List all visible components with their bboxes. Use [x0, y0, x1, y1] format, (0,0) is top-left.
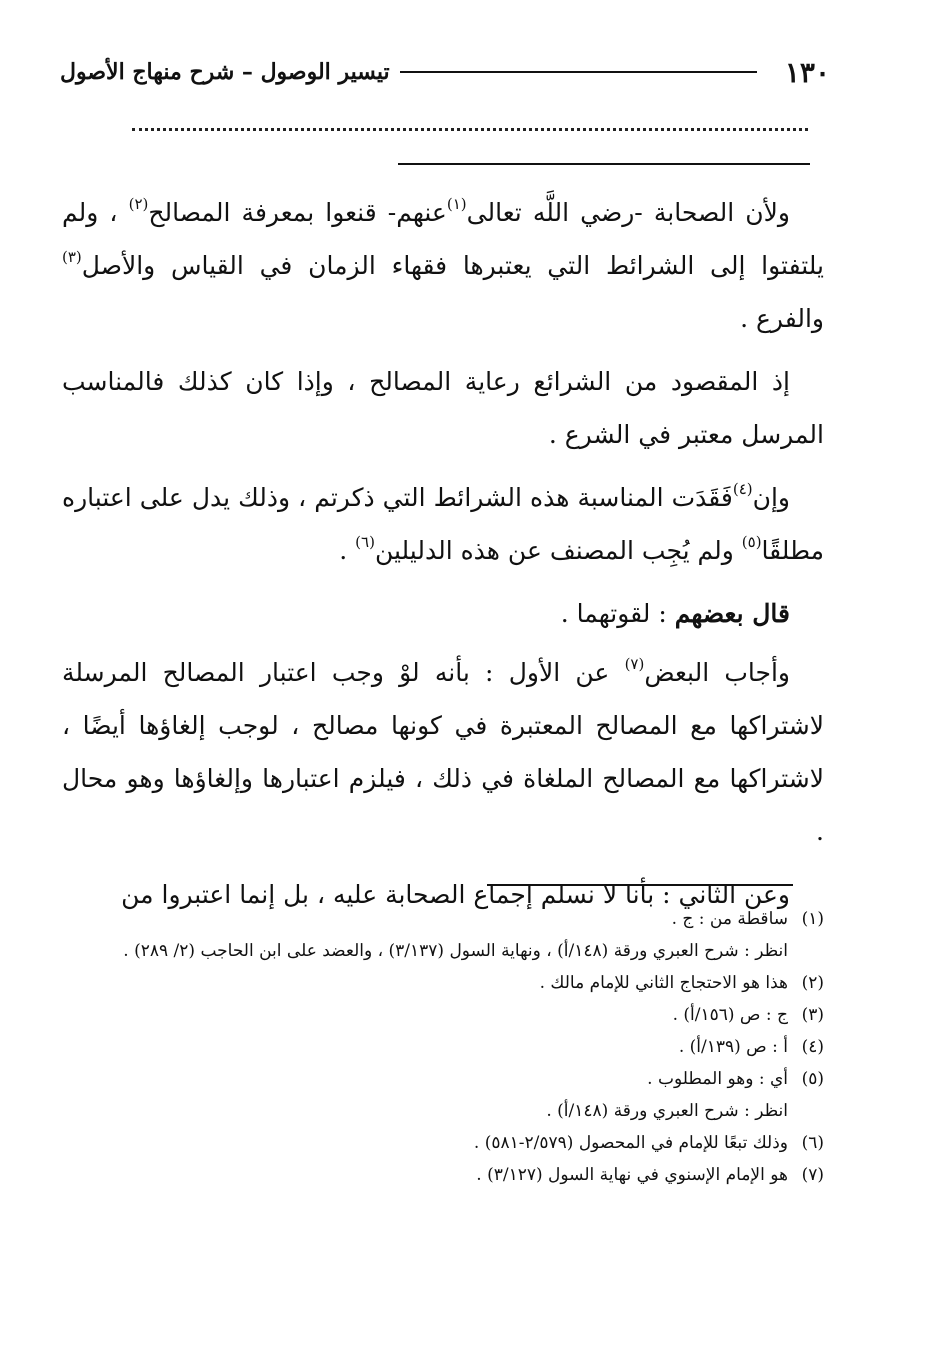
footnote-number: (٥) — [801, 1069, 824, 1089]
footnote-6 — [62, 1127, 824, 1159]
footnote-ref-2[interactable]: (٢) — [128, 195, 149, 213]
paragraph-4 — [62, 587, 824, 640]
footnote-number: (٢) — [801, 973, 824, 993]
text-run: والفرع . — [740, 304, 824, 333]
footnote-4 — [62, 1031, 824, 1063]
text-run: عنهم- قنعوا بمعرفة المصالح — [148, 198, 447, 227]
footnote-2 — [62, 967, 824, 999]
footnote-text: هو الإمام الإسنوي في نهاية السول (٣/١٢٧) . — [476, 1165, 788, 1185]
footnote-3 — [62, 999, 824, 1031]
text-run: ، ولم يلتفتوا إلى الشرائط التي يعتبرها فقهاء الزمان في القياس والأصل — [62, 198, 824, 280]
section-rule — [398, 163, 810, 165]
footnote-text: وذلك تبعًا للإمام في المحصول (٢/٥٧٩-٥٨١) . — [473, 1133, 788, 1153]
footnote-ref-3[interactable]: (٣) — [62, 248, 82, 266]
footnote-5 — [62, 1063, 824, 1127]
footnote-ref-7[interactable]: (٧) — [624, 655, 645, 673]
footnote-number: (٦) — [801, 1133, 824, 1153]
speaker-label: قال بعضهم — [674, 599, 790, 628]
footnote-ref-5[interactable]: (٥) — [741, 533, 762, 551]
footnote-rule — [487, 884, 793, 886]
paragraph-5 — [62, 646, 824, 858]
paragraph-3 — [62, 471, 824, 577]
footnote-ref-6[interactable]: (٦) — [355, 533, 375, 551]
footnote-text: أ : ص (١٣٩/أ) . — [678, 1037, 788, 1057]
footnote-1 — [62, 903, 824, 967]
text-run: : لقوتهما . — [560, 599, 675, 628]
paragraph-6: وعن الثاني : بأنا لا نسلم إجماع الصحابة عليه ، بل إنما اعتبروا من — [121, 880, 790, 909]
footnote-subtext: انظر : شرح العبري ورقة (١٤٨/أ) ، ونهاية السول (٣/١٣٧) ، والعضد على ابن الحاجب (٢/ ٢٨٩) . — [123, 941, 788, 961]
footnote-text: ج : ص (١٥٦/أ) . — [672, 1005, 788, 1025]
running-title: تيسير الوصول – شرح منهاج الأصول — [60, 59, 390, 85]
footnote-text: أي : وهو المطلوب . — [647, 1069, 788, 1089]
text-run: ولم يُجِب المصنف عن هذه الدليلين — [374, 536, 742, 565]
footnote-number: (١) — [801, 909, 824, 929]
text-run: . — [339, 536, 356, 565]
text-run: وإن — [752, 483, 790, 512]
text-run: ولأن الصحابة -رضي اللَّه تعالى — [466, 198, 790, 227]
footnote-ref-4[interactable]: (٤) — [732, 480, 753, 498]
footnotes — [62, 903, 824, 1191]
paragraph-2: إذ المقصود من الشرائع رعاية المصالح ، وإذا كان كذلك فالمناسب المرسل معتبر في الشرع . — [62, 367, 824, 449]
footnote-line — [62, 903, 824, 935]
footnote-subtext: انظر : شرح العبري ورقة (١٤٨/أ) . — [546, 1101, 788, 1121]
footnote-text: ساقطة من : ج . — [671, 909, 788, 929]
text-run: عن الأول : بأنه لوْ وجب اعتبار المصالح المرسلة لاشتراكها مع المصالح المعتبرة في كونها مصالح ، لوجب إلغاؤها أيضًا ، لاشتراكها مع المصالح الملغاة في ذلك ، فيلزم اعتبارها وإلغاؤها وهو محال . — [62, 658, 824, 846]
footnote-line — [62, 1063, 824, 1095]
footnote-text: هذا هو الاحتجاج الثاني للإمام مالك . — [539, 973, 788, 993]
header-rule — [400, 71, 757, 73]
footnote-7 — [62, 1159, 824, 1191]
page-number: ١٣٠ — [784, 55, 830, 89]
footnote-number: (٤) — [801, 1037, 824, 1057]
page-header — [60, 52, 830, 92]
footnote-ref-1[interactable]: (١) — [446, 195, 467, 213]
text-run: وأجاب البعض — [644, 658, 790, 687]
footnote-number: (٧) — [801, 1165, 824, 1185]
paragraph-1 — [62, 186, 824, 345]
dotted-separator — [132, 128, 808, 131]
text-run: فَقَدَت المناسبة هذه الشرائط التي ذكرتم ، وذلك يدل على اعتباره مطلقًا — [62, 483, 824, 565]
main-text — [62, 186, 824, 931]
footnote-number: (٣) — [801, 1005, 824, 1025]
